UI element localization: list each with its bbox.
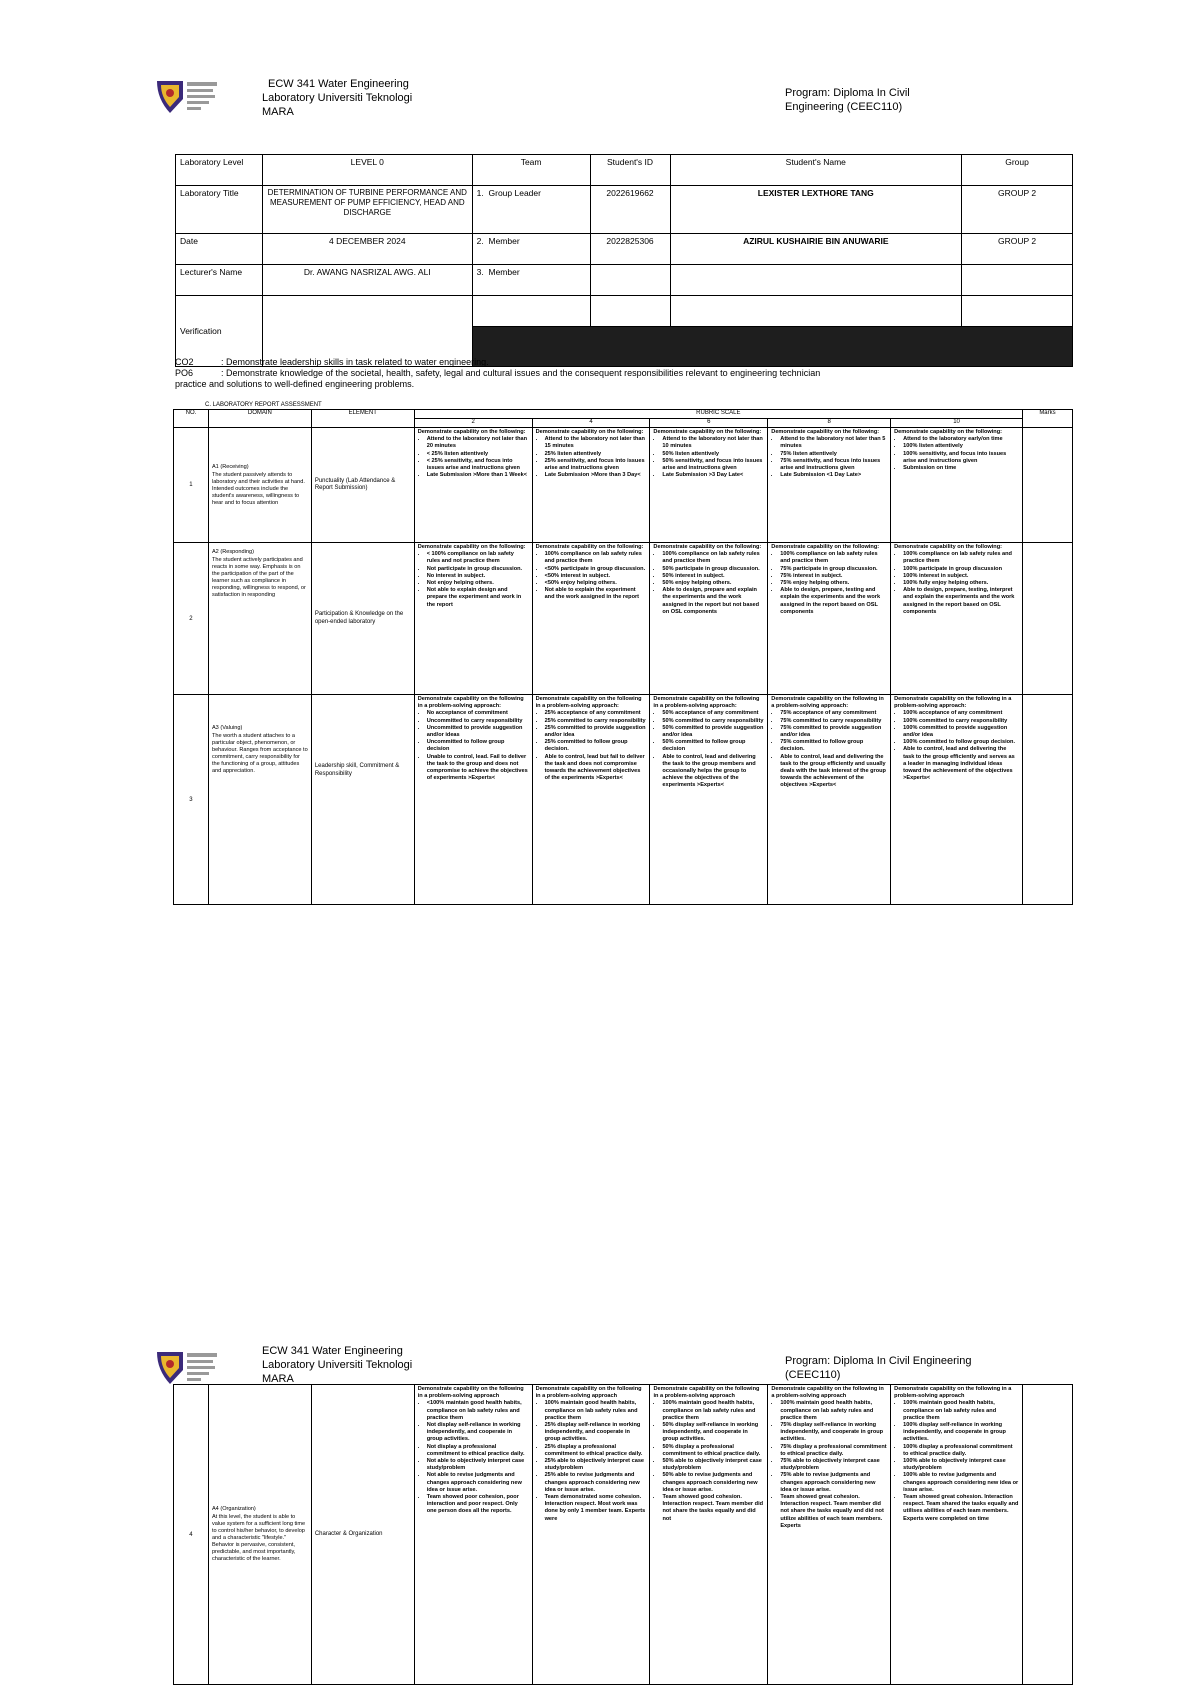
cell-intro: Demonstrate capability on the following: — [771, 429, 880, 435]
cell-item: • 100% sensitivity, and focus into issues arise and instructions given — [903, 451, 1019, 465]
header-right — [785, 86, 1005, 114]
cell-item: • 100% display a professional commitment to ethical practice daily. — [903, 1444, 1019, 1458]
cell-item: • 50% committed to follow group decision — [662, 739, 764, 753]
cell-item: • < 25% sensitivity, and focus into issues arise and instructions given — [427, 458, 529, 472]
lab-title-value: DETERMINATION OF TURBINE PERFORMANCE AND MEASUREMENT OF PUMP EFFICIENCY, HEAD AND DISCHARGE — [262, 186, 472, 234]
rubric-cell — [768, 543, 891, 695]
cell-item: • <100% maintain good health habits, compliance on lab safety rules and practice them — [427, 1400, 529, 1422]
group-header: Group — [962, 155, 1073, 186]
member-id — [590, 265, 670, 296]
row-no: 2 — [174, 543, 209, 695]
scale-10: 10 — [891, 419, 1023, 428]
verification-label: Verification — [176, 296, 263, 367]
cell-item: • Not able to explain the experiment and the work assigned in the report — [545, 587, 647, 601]
cell-item: • 75% display a professional commitment to ethical practice daily. — [780, 1444, 887, 1458]
rubric-cell — [532, 543, 650, 695]
cell-item: • 100% display self-reliance in working independently, and cooperate in group activities. — [903, 1422, 1019, 1444]
cell-item: • 100% compliance on lab safety rules and practice them — [662, 551, 764, 565]
rubric-cell — [650, 695, 768, 905]
cell-item: • 25% sensitivity, and focus into issues arise and instructions given — [545, 458, 647, 472]
cell-item: • Not display a professional commitment to ethical practice daily. — [427, 1444, 529, 1458]
cell-item: • 50% sensitivity, and focus into issues arise and instructions given — [662, 458, 764, 472]
cell-item: • Unable to control, lead. Fail to deliver the task to the group and does not compromise to achieve the objectives of experiments >Experts< — [427, 754, 529, 783]
lecturer-label: Lecturer's Name — [176, 265, 263, 296]
cell-intro: Demonstrate capability on the following: — [771, 544, 880, 550]
rubric-cell — [650, 1385, 768, 1685]
domain-desc: The student passively attends to laboratory and their activities at hand. Intended outcomes include the student's awareness, willingness to hear and to focus attention — [211, 471, 305, 506]
cell-item: • Late Submission <1 Day Late> — [780, 472, 887, 479]
cell-item: • 100% compliance on lab safety rules and practice them — [780, 551, 887, 565]
rubric-cell — [414, 543, 532, 695]
rubric-cell — [532, 1385, 650, 1685]
cell-item: • 100% maintain good health habits, compliance on lab safety rules and practice them — [545, 1400, 647, 1422]
member-id: 2022825306 — [590, 234, 670, 265]
cell-item: • Uncommitted to follow group decision — [427, 739, 529, 753]
blank-cell — [590, 296, 670, 327]
member-no: 1. — [476, 188, 484, 198]
outcome-text: : Demonstrate knowledge of the societal, health, safety, legal and cultural issues and the consequent responsibilities relevant to engineering technician — [221, 368, 821, 378]
cell-item: • 100% committed to follow group decision. — [903, 739, 1019, 746]
cell-item: • Late Submission >More than 1 Week< — [427, 472, 529, 479]
cell-intro: Demonstrate capability on the following: — [535, 544, 644, 550]
scale-8: 8 — [768, 419, 891, 428]
cell-item: • 50% display a professional commitment to ethical practice daily. — [662, 1444, 764, 1458]
cell-item: • Attend to the laboratory not later than 15 minutes — [545, 436, 647, 450]
cell-item: • Attend to the laboratory not later than 20 minutes — [427, 436, 529, 450]
cell-item: • 75% committed to follow group decision. — [780, 739, 887, 753]
cell-item: • No interest in subject. — [427, 573, 529, 580]
rubric-table-continued — [173, 1384, 1073, 1685]
header-line: Laboratory Universiti Teknologi — [262, 1359, 413, 1371]
program-line: Program: Diploma In Civil — [785, 87, 910, 99]
domain-cell — [208, 695, 311, 905]
cell-intro: Demonstrate capability on the following in a problem-solving approach — [535, 1386, 642, 1400]
member-name: LEXISTER LEXTHORE TANG — [670, 186, 962, 234]
cell-intro: Demonstrate capability on the following: — [894, 544, 1002, 550]
cell-item: • 50% committed to provide suggestion and/or idea — [662, 725, 764, 739]
rubric-cell — [532, 695, 650, 905]
cell-item: • 25% acceptance of any commitment — [545, 710, 647, 717]
cell-item: • Able to control, lead but fail to deliver the task and does not compromise towards the achievement objectives of the experiments >Experts< — [545, 754, 647, 783]
cell-item: • 100% committed to provide suggestion and/or idea — [903, 725, 1019, 739]
rubric-cell — [650, 428, 768, 543]
outcomes-block — [175, 357, 1075, 390]
cell-intro: Demonstrate capability on the following in a problem-solving approach: — [417, 696, 524, 710]
student-name-header: Student's Name — [670, 155, 962, 186]
row-no: 3 — [174, 695, 209, 905]
member-group — [962, 265, 1073, 296]
blank-cell — [962, 296, 1073, 327]
cell-item: • 100% able to objectively interpret case study/problem — [903, 1458, 1019, 1472]
member-role-text: Group Leader — [488, 188, 541, 198]
cell-item: • 100% acceptance of any commitment — [903, 710, 1019, 717]
cell-item: • 75% listen attentively — [780, 451, 887, 458]
cell-item: • Not able to revise judgments and changes approach considering new idea or issue arise. — [427, 1472, 529, 1494]
program-line: (CEEC110) — [785, 1369, 841, 1381]
cell-item: • 100% interest in subject. — [903, 573, 1019, 580]
cell-item: • 100% able to revise judgments and changes approach considering new idea or issue arise. — [903, 1472, 1019, 1494]
date-value: 4 DECEMBER 2024 — [262, 234, 472, 265]
rubric-cell — [414, 695, 532, 905]
cell-intro: Demonstrate capability on the following in a problem-solving approach — [894, 1386, 1012, 1400]
cell-intro: Demonstrate capability on the following: — [653, 544, 762, 550]
outcome-text: : Demonstrate leadership skills in task related to water engineering. — [221, 357, 489, 367]
blank-cell — [670, 296, 962, 327]
outcome-text: practice and solutions to well-defined engineering problems. — [175, 379, 415, 389]
rubric-cell — [891, 1385, 1023, 1685]
cell-item: • 25% committed to carry responsibility — [545, 718, 647, 725]
header-line: ECW 341 Water Engineering — [262, 1345, 403, 1357]
rubric-table — [173, 409, 1073, 905]
cell-item: • 75% able to revise judgments and changes approach considering new idea or issue arise. — [780, 1472, 887, 1494]
rubric-cell — [891, 543, 1023, 695]
cell-item: • Uncommitted to provide suggestion and/or ideas — [427, 725, 529, 739]
cell-item: • Attend to the laboratory not later than 10 minutes — [662, 436, 764, 450]
cell-intro: Demonstrate capability on the following: — [535, 429, 644, 435]
marks-cell[interactable] — [1022, 428, 1072, 543]
verification-cell — [262, 296, 472, 367]
cell-item: • Able to design, prepare, testing and explain the experiments and the work assigned in the report based on OSL components — [780, 587, 887, 616]
cell-item: • 50% enjoy helping others. — [662, 580, 764, 587]
element-cell: Leadership skill, Commitment & Responsibility — [311, 695, 414, 905]
cell-item: • 75% sensitivity, and focus into issues arise and instructions given — [780, 458, 887, 472]
rubric-section-title: C. LABORATORY REPORT ASSESSMENT — [205, 402, 322, 408]
marks-cell[interactable] — [1022, 695, 1072, 905]
header-line: MARA — [262, 1373, 294, 1385]
cell-item: • Late Submission >More than 3 Day< — [545, 472, 647, 479]
lab-info-table — [175, 154, 1073, 367]
date-label: Date — [176, 234, 263, 265]
cell-item: • No acceptance of commitment — [427, 710, 529, 717]
cell-item: • Not enjoy helping others. — [427, 580, 529, 587]
uitm-logo — [155, 77, 203, 117]
cell-item: • Not participate in group discussion. — [427, 566, 529, 573]
member-no: 3. — [476, 267, 484, 277]
member-group: GROUP 2 — [962, 234, 1073, 265]
scale-4: 4 — [532, 419, 650, 428]
cell-item: • 50% listen attentively — [662, 451, 764, 458]
header-right — [785, 1354, 1045, 1382]
cell-item: • Able to control, lead and delivering the task to the group efficiently and usually deals with the task interest of the group towards the achievement of the objectives >Experts< — [780, 754, 887, 790]
member-role-text: Member — [488, 236, 520, 246]
row-no: 1 — [174, 428, 209, 543]
element-cell: Punctuality (Lab Attendance & Report Submission) — [311, 428, 414, 543]
cell-item: • Team showed poor cohesion, poor interaction and poor respect. Only one person does all the reports. — [427, 1494, 529, 1516]
cell-item: • Attend to the laboratory not later than 5 minutes — [780, 436, 887, 450]
cell-item: • 25% committed to follow group decision. — [545, 739, 647, 753]
cell-item: • Team showed good cohesion. Interaction respect. Team member did not share the tasks equally and did not — [662, 1494, 764, 1523]
member-role — [472, 186, 590, 234]
cell-item: • 100% maintain good health habits, compliance on lab safety rules and practice them — [903, 1400, 1019, 1422]
cell-item: • 75% committed to provide suggestion and/or idea — [780, 725, 887, 739]
rubric-cell — [891, 695, 1023, 905]
outcome-line — [175, 379, 1075, 390]
rubric-row — [174, 543, 1073, 695]
cell-item: • Able to design, prepare and explain the experiments and the work assigned in the report but not based on OSL components — [662, 587, 764, 616]
cell-item: • Able to control, lead and delivering the task to the group efficiently and serves as a leader in managing individual ideas toward the achievement of the objectives >Experts< — [903, 746, 1019, 782]
cell-item: • Submission on time — [903, 465, 1019, 472]
member-role — [472, 234, 590, 265]
outcome-line — [175, 368, 1075, 379]
marks-cell[interactable] — [1022, 543, 1072, 695]
member-group: GROUP 2 — [962, 186, 1073, 234]
rubric-cell — [768, 1385, 891, 1685]
cell-item: • 50% participate in group discussion. — [662, 566, 764, 573]
col-marks: Marks — [1022, 410, 1072, 428]
domain-desc: At this level, the student is able to value system for a sufficient long time to control his/her behavior, to develop and a characteristic "lifestyle." Behavior is pervasive, consistent, predictable, and most importantly, characteristic of the learner. — [211, 1514, 306, 1562]
rubric-cell — [414, 428, 532, 543]
element-cell: Participation & Knowledge on the open-ended laboratory — [311, 543, 414, 695]
cell-item: • 100% compliance on lab safety rules and practice them — [903, 551, 1019, 565]
cell-item: • 100% committed to carry responsibility — [903, 718, 1019, 725]
scale-2: 2 — [414, 419, 532, 428]
cell-item: • 75% enjoy helping others. — [780, 580, 887, 587]
domain-title: A3 (Valuing) — [211, 725, 243, 731]
cell-item: • 100% participate in group discussion — [903, 566, 1019, 573]
cell-item: • 50% committed to carry responsibility — [662, 718, 764, 725]
cell-item: • 75% display self-reliance in working independently, and cooperate in group activities. — [780, 1422, 887, 1444]
cell-item: • 50% interest in subject. — [662, 573, 764, 580]
cell-intro: Demonstrate capability on the following: — [653, 429, 762, 435]
cell-intro: Demonstrate capability on the following: — [417, 544, 526, 550]
lab-level-label: Laboratory Level — [176, 155, 263, 186]
outcome-line — [175, 357, 1075, 368]
domain-desc: The student actively participates and reacts in some way. Emphasis is on the participation of the part of the learner such as compliance in responding, willingness to respond, or satisfaction in responding — [211, 557, 306, 598]
lecturer-value: Dr. AWANG NASRIZAL AWG. ALI — [262, 265, 472, 296]
header-left — [262, 77, 482, 119]
cell-item: • 25% able to objectively interpret case study/problem — [545, 1458, 647, 1472]
cell-item: • Team showed great cohesion. Interaction respect. Team shared the tasks equally and utilises abilities of each team members. Experts were completed on time — [903, 1494, 1019, 1523]
cell-item: • < 25% listen attentively — [427, 451, 529, 458]
domain-cell — [208, 543, 311, 695]
cell-item: • Attend to the laboratory early/on time — [903, 436, 1019, 443]
cell-item: • 75% participate in group discussion. — [780, 566, 887, 573]
cell-intro: Demonstrate capability on the following in a problem-solving approach — [653, 1386, 760, 1400]
program-line: Program: Diploma In Civil Engineering — [785, 1355, 972, 1367]
scale-6: 6 — [650, 419, 768, 428]
col-domain: DOMAIN — [208, 410, 311, 428]
cell-item: • 50% display self-reliance in working independently, and cooperate in group activities. — [662, 1422, 764, 1444]
header-line: ECW 341 Water Engineering — [268, 78, 409, 90]
cell-intro: Demonstrate capability on the following in a problem-solving approach: — [771, 696, 884, 710]
blank-cell — [472, 296, 590, 327]
lab-title-label: Laboratory Title — [176, 186, 263, 234]
cell-item: • Team showed great cohesion. Interaction respect. Team member did not share the tasks equally and did not utilize abilities of each team members. Experts — [780, 1494, 887, 1530]
rubric-cell — [532, 428, 650, 543]
col-no: NO. — [174, 410, 209, 428]
header-left — [262, 1344, 482, 1386]
cell-item: • 75% interest in subject. — [780, 573, 887, 580]
header-line: Laboratory Universiti Teknologi — [262, 92, 413, 104]
cell-item: • < 100% compliance on lab safety rules and not practice them — [427, 551, 529, 565]
member-id: 2022619662 — [590, 186, 670, 234]
rubric-cell — [650, 543, 768, 695]
member-role-text: Member — [488, 267, 520, 277]
rubric-row — [174, 695, 1073, 905]
rubric-cell — [768, 695, 891, 905]
uitm-logo — [155, 1348, 203, 1388]
member-name — [670, 265, 962, 296]
cell-item: • 75% committed to carry responsibility — [780, 718, 887, 725]
cell-item: • 75% able to objectively interpret case study/problem — [780, 1458, 887, 1472]
cell-item: • 100% maintain good health habits, compliance on lab safety rules and practice them — [780, 1400, 887, 1422]
cell-item: • 25% display self-reliance in working independently, and cooperate in group activities. — [545, 1422, 647, 1444]
cell-item: • 25% display a professional commitment to ethical practice daily. — [545, 1444, 647, 1458]
cell-item: • Not able to explain design and prepare the experiment and work in the report — [427, 587, 529, 609]
cell-item: • 25% able to revise judgments and changes approach considering new idea or issue arise. — [545, 1472, 647, 1494]
cell-intro: Demonstrate capability on the following: — [417, 429, 526, 435]
cell-intro: Demonstrate capability on the following in a problem-solving approach — [417, 1386, 524, 1400]
cell-intro: Demonstrate capability on the following in a problem-solving approach — [771, 1386, 884, 1400]
domain-cell — [208, 1385, 311, 1685]
program-line: Engineering (CEEC110) — [785, 101, 903, 113]
cell-item: • 50% able to objectively interpret case study/problem — [662, 1458, 764, 1472]
row-no: 4 — [174, 1385, 209, 1685]
cell-item: • Able to control, lead and delivering the task to the group members and occasionally helps the group to achieve the objectives of the experiments >Experts< — [662, 754, 764, 790]
outcome-code: CO2 — [175, 357, 194, 367]
cell-item: • 100% listen attentively — [903, 443, 1019, 450]
lab-level-value: LEVEL 0 — [262, 155, 472, 186]
cell-item: • 100% maintain good health habits, compliance on lab safety rules and practice them — [662, 1400, 764, 1422]
cell-item: • Team demonstrated some cohesion. Interaction respect. Most work was done by only 1 member team. Experts were — [545, 1494, 647, 1523]
page-2 — [0, 1340, 1200, 1696]
cell-item: • Able to design, prepare, testing, interpret and explain the experiments and the work assigned in the report based on OSL components — [903, 587, 1019, 616]
col-element: ELEMENT — [311, 410, 414, 428]
cell-item: • 100% compliance on lab safety rules and practice them — [545, 551, 647, 565]
cell-item: • 25% committed to provide suggestion and/or idea — [545, 725, 647, 739]
cell-item: • 50% acceptance of any commitment — [662, 710, 764, 717]
domain-title: A2 (Responding) — [211, 549, 254, 555]
cell-item: • 100% fully enjoy helping others. — [903, 580, 1019, 587]
domain-desc: The worth a student attaches to a particular object, phenomenon, or behaviour. Ranges from acceptance to commitment, carry responsibility for the functioning of a group, attitudes and appreciation. — [211, 733, 308, 774]
domain-title: A1 (Receiving) — [211, 463, 249, 470]
member-name: AZIRUL KUSHAIRIE BIN ANUWARIE — [670, 234, 962, 265]
domain-title: A4 (Organization) — [211, 1506, 256, 1512]
col-rubric-scale: RUBRIC SCALE — [414, 410, 1022, 419]
cell-item: • <50% interest in subject. — [545, 573, 647, 580]
team-header: Team — [472, 155, 590, 186]
rubric-cell — [768, 428, 891, 543]
member-no: 2. — [476, 236, 484, 246]
cell-item: • Not able to objectively interpret case study/problem — [427, 1458, 529, 1472]
outcome-code: PO6 — [175, 368, 194, 378]
cell-item: • 75% acceptance of any commitment — [780, 710, 887, 717]
cell-item: • <50% participate in group discussion. — [545, 566, 647, 573]
cell-item: • <50% enjoy helping others. — [545, 580, 647, 587]
cell-item: • Late Submission >3 Day Late< — [662, 472, 764, 479]
rubric-cell — [891, 428, 1023, 543]
cell-item: • Uncommitted to carry responsibility — [427, 718, 529, 725]
cell-item: • Not display self-reliance in working independently, and cooperate in group activities. — [427, 1422, 529, 1444]
cell-item: • 25% listen attentively — [545, 451, 647, 458]
cell-intro: Demonstrate capability on the following: — [894, 429, 1002, 435]
rubric-cell — [414, 1385, 532, 1685]
cell-intro: Demonstrate capability on the following in a problem-solving approach: — [653, 696, 760, 710]
header-line: MARA — [262, 106, 294, 118]
rubric-row — [174, 1385, 1073, 1685]
domain-cell — [208, 428, 311, 543]
cell-intro: Demonstrate capability on the following in a problem-solving approach: — [535, 696, 642, 710]
member-role — [472, 265, 590, 296]
marks-cell[interactable] — [1023, 1385, 1073, 1685]
cell-item: • 50% able to revise judgments and changes approach considering new idea or issue arise. — [662, 1472, 764, 1494]
student-id-header: Student's ID — [590, 155, 670, 186]
rubric-row — [174, 428, 1073, 543]
cell-intro: Demonstrate capability on the following in a problem-solving approach: — [894, 696, 1012, 710]
element-cell: Character & Organization — [311, 1385, 414, 1685]
